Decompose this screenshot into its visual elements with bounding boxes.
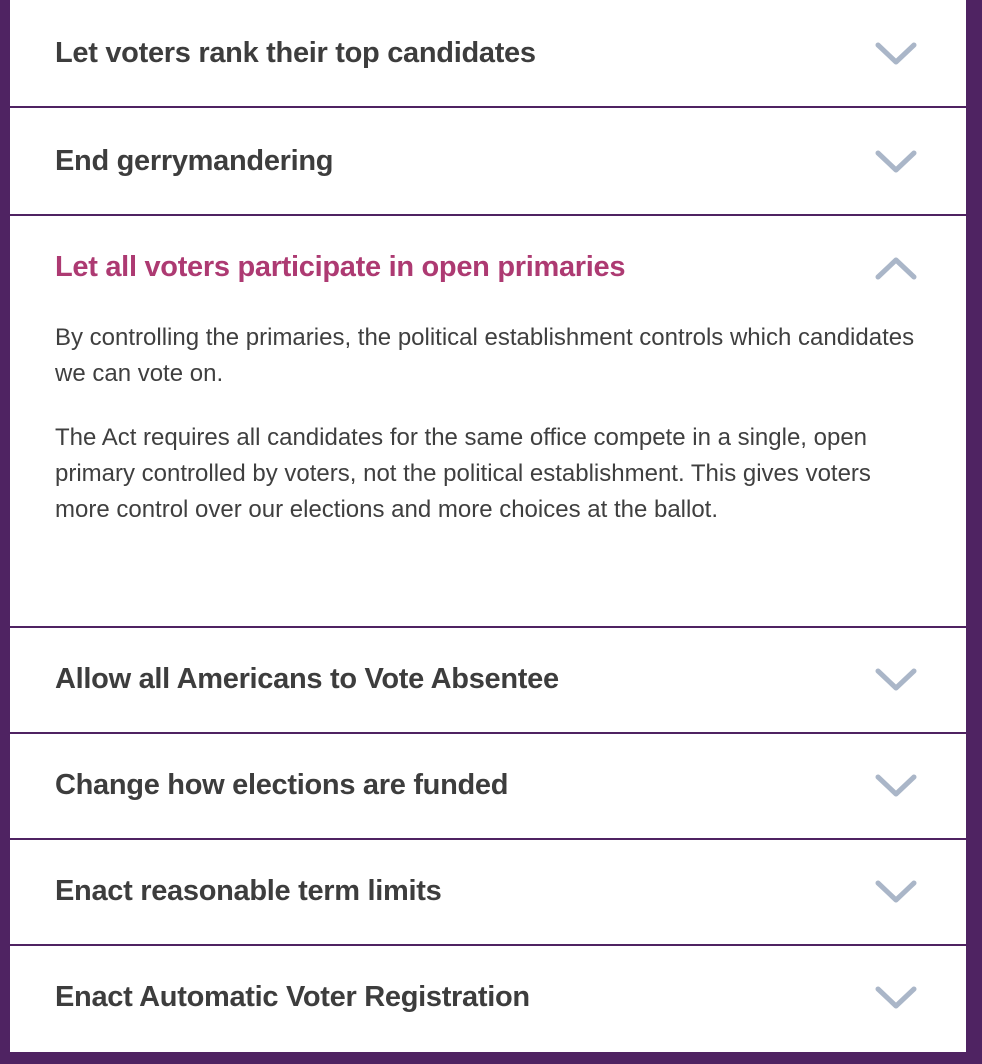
accordion-title: End gerrymandering (55, 145, 334, 177)
accordion-item-term-limits (10, 840, 966, 946)
chevron-down-icon (874, 41, 918, 67)
accordion-header-open-primaries[interactable] (10, 216, 966, 320)
chevron-down-icon (874, 773, 918, 799)
accordion-title: Change how elections are funded (55, 769, 509, 801)
accordion-item-rank-candidates (10, 0, 966, 108)
accordion-body-paragraph: The Act requires all candidates for the same office compete in a single, open primary controlled by voters, not the political establishment. This gives voters more control over our elections and more choices at the ballot. (55, 424, 871, 523)
accordion-header-voter-registration[interactable] (10, 946, 966, 1050)
accordion-header-gerrymandering[interactable] (10, 108, 966, 212)
accordion-item-voter-registration (10, 946, 966, 1052)
chevron-down-icon (874, 149, 918, 175)
accordion-title: Enact reasonable term limits (55, 875, 442, 907)
accordion-header-term-limits[interactable] (10, 840, 966, 944)
accordion-title: Let voters rank their top candidates (55, 37, 536, 69)
accordion-header-rank-candidates[interactable] (10, 0, 966, 104)
accordion-body-paragraph: By controlling the primaries, the political establishment controls which candidates we can vote on. (55, 324, 915, 387)
accordion-item-open-primaries (10, 216, 966, 628)
chevron-down-icon (874, 879, 918, 905)
chevron-down-icon (874, 985, 918, 1011)
accordion-item-absentee (10, 628, 966, 734)
accordion-item-funding (10, 734, 966, 840)
accordion-title: Allow all Americans to Vote Absentee (55, 663, 559, 695)
accordion-header-absentee[interactable] (10, 628, 966, 732)
chevron-up-icon (874, 255, 918, 281)
accordion-item-gerrymandering (10, 108, 966, 216)
accordion-title-active: Let all voters participate in open primaries (55, 251, 626, 283)
faq-accordion (10, 0, 966, 1052)
accordion-header-funding[interactable] (10, 734, 966, 838)
chevron-down-icon (874, 667, 918, 693)
accordion-title: Enact Automatic Voter Registration (55, 981, 530, 1013)
